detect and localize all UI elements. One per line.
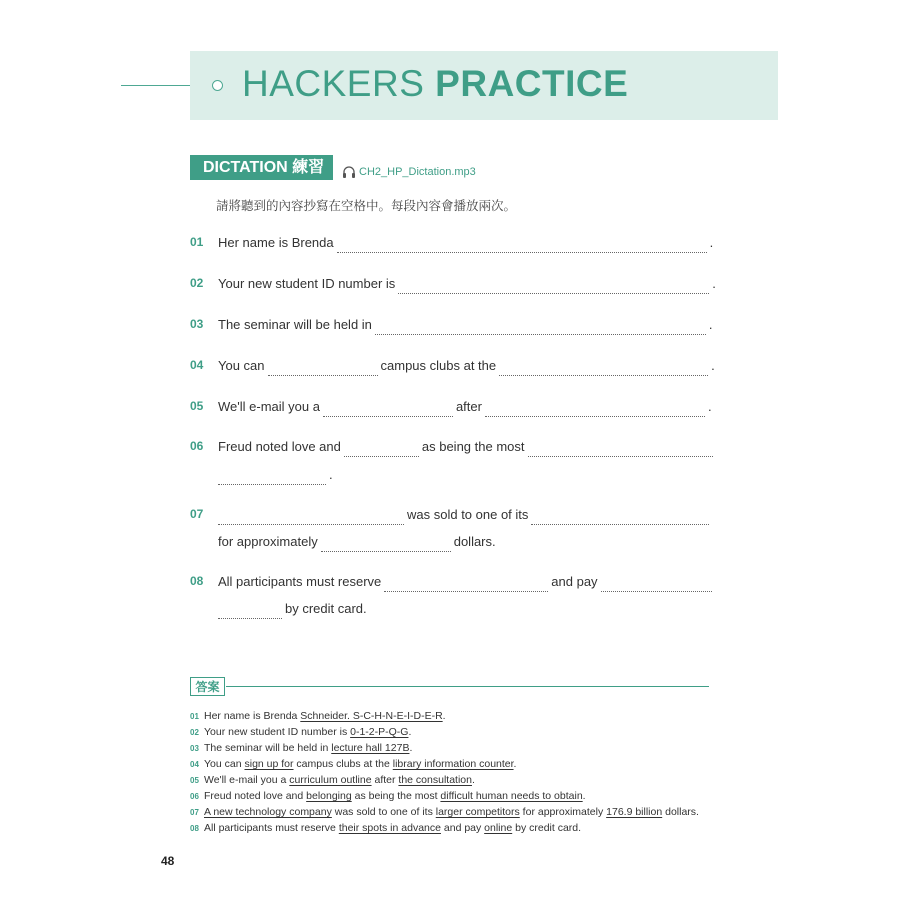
question-number: 01	[190, 235, 204, 249]
answer-row	[190, 821, 581, 836]
question-text: Freud noted love and	[218, 439, 341, 454]
question-text: Her name is Brenda	[218, 235, 334, 250]
answer-blank[interactable]	[375, 320, 706, 335]
answer-key: their spots in advance	[338, 822, 441, 834]
answer-key: 176.9 billion	[606, 806, 663, 818]
answer-row	[190, 773, 475, 788]
answer-blank[interactable]	[531, 510, 709, 525]
question-number: 02	[190, 276, 204, 290]
page-title	[242, 62, 628, 106]
answer-row	[190, 725, 411, 740]
question-08-continued	[218, 599, 367, 619]
answer-text: .	[471, 774, 475, 786]
question-text: Your new student ID number is	[218, 276, 396, 291]
headphones-icon[interactable]	[342, 165, 356, 179]
answer-row	[190, 741, 412, 756]
answer-blank[interactable]	[485, 402, 705, 417]
question-text: for approximately	[218, 534, 318, 549]
answer-key: sign up for	[244, 758, 294, 770]
answer-text: dollars.	[662, 806, 699, 818]
answer-text: All participants must reserve	[204, 822, 339, 834]
question-text: You can	[218, 358, 265, 373]
question-text: after	[455, 399, 482, 414]
answer-blank[interactable]	[384, 577, 548, 592]
answer-key: library information counter	[392, 758, 514, 770]
answer-key: lecture hall 127B	[331, 742, 410, 754]
answer-blank[interactable]	[218, 604, 282, 619]
answer-number: 06	[190, 792, 199, 801]
answer-blank[interactable]	[321, 537, 451, 552]
question-text: dollars.	[453, 534, 496, 549]
answer-text: as being the most	[351, 790, 441, 802]
answer-text: .	[409, 742, 413, 754]
answers-label: 答案	[190, 677, 225, 696]
answer-text: .	[442, 710, 446, 722]
page-number: 48	[161, 854, 175, 868]
answer-text: for approximately	[519, 806, 607, 818]
question-01	[218, 233, 713, 253]
answer-blank[interactable]	[601, 577, 712, 592]
answers-divider	[226, 686, 709, 687]
banner-circle-marker	[212, 80, 223, 91]
answer-number: 07	[190, 808, 199, 817]
answer-number: 03	[190, 744, 199, 753]
question-text: and pay	[551, 574, 598, 589]
question-number: 08	[190, 574, 204, 588]
answer-text: The seminar will be held in	[204, 742, 332, 754]
answer-key: belonging	[306, 790, 352, 802]
answer-number: 01	[190, 712, 199, 721]
answer-blank[interactable]	[337, 238, 707, 253]
dictation-label: DICTATION 練習	[190, 155, 333, 180]
question-number: 03	[190, 317, 204, 331]
question-period: .	[707, 399, 712, 414]
answer-number: 04	[190, 760, 199, 769]
question-text: campus clubs at the	[380, 358, 497, 373]
question-text: as being the most	[421, 439, 525, 454]
answer-text: Freud noted love and	[204, 790, 307, 802]
answer-text: after	[371, 774, 399, 786]
answer-text: by credit card.	[512, 822, 582, 834]
answer-blank[interactable]	[323, 402, 453, 417]
question-07	[218, 505, 712, 525]
question-number: 07	[190, 507, 204, 521]
answer-text: .	[582, 790, 586, 802]
question-text: All participants must reserve	[218, 574, 382, 589]
answer-text: was sold to one of its	[331, 806, 436, 818]
answer-row	[190, 789, 586, 804]
question-08	[218, 572, 715, 592]
answer-blank[interactable]	[218, 470, 326, 485]
question-period: .	[709, 235, 714, 250]
answer-text: Her name is Brenda	[204, 710, 301, 722]
answer-row	[190, 709, 446, 724]
answer-key: the consultation	[398, 774, 472, 786]
answer-blank[interactable]	[344, 442, 419, 457]
instruction-text: 請將聽到的內容抄寫在空格中。每段內容會播放兩次。	[216, 199, 517, 213]
answer-key: Schneider. S-C-H-N-E-I-D-E-R	[300, 710, 443, 722]
question-number: 06	[190, 439, 204, 453]
answer-text: We'll e-mail you a	[204, 774, 290, 786]
question-number: 05	[190, 399, 204, 413]
question-period: .	[712, 276, 716, 291]
page-title-bold: PRACTICE	[435, 63, 629, 104]
answer-text: campus clubs at the	[293, 758, 393, 770]
answer-number: 02	[190, 728, 199, 737]
answer-key: online	[484, 822, 513, 834]
question-06-continued	[218, 465, 333, 485]
answer-row	[190, 805, 699, 820]
question-number: 04	[190, 358, 204, 372]
question-text: by credit card.	[285, 601, 367, 616]
question-text: The seminar will be held in	[218, 317, 372, 332]
answer-key: curriculum outline	[289, 774, 372, 786]
answer-blank[interactable]	[218, 510, 404, 525]
answer-blank[interactable]	[499, 361, 708, 376]
answer-blank[interactable]	[398, 279, 709, 294]
answer-key: difficult human needs to obtain	[440, 790, 583, 802]
answer-number: 08	[190, 824, 199, 833]
question-text: We'll e-mail you a	[218, 399, 320, 414]
answer-key: 0-1-2-P-Q-G	[350, 726, 409, 738]
answer-key: A new technology company	[204, 806, 332, 818]
question-period: .	[329, 467, 333, 482]
answer-blank[interactable]	[268, 361, 378, 376]
question-period: .	[708, 317, 713, 332]
answer-text: .	[408, 726, 412, 738]
question-period: .	[711, 358, 715, 373]
question-06	[218, 437, 716, 457]
question-07-continued	[218, 532, 496, 552]
question-05	[218, 397, 712, 417]
question-02	[218, 274, 716, 294]
answer-text: You can	[204, 758, 245, 770]
question-text: was sold to one of its	[407, 507, 529, 522]
answer-number: 05	[190, 776, 199, 785]
page-title-light: HACKERS	[242, 63, 425, 104]
answer-key: larger competitors	[435, 806, 520, 818]
answer-text: .	[513, 758, 517, 770]
question-04	[218, 356, 715, 376]
answer-text: and pay	[440, 822, 485, 834]
answer-text: Your new student ID number is	[204, 726, 351, 738]
audio-file-link[interactable]: CH2_HP_Dictation.mp3	[359, 166, 476, 178]
answer-blank[interactable]	[528, 442, 713, 457]
question-03	[218, 315, 713, 335]
answer-row	[190, 757, 516, 772]
